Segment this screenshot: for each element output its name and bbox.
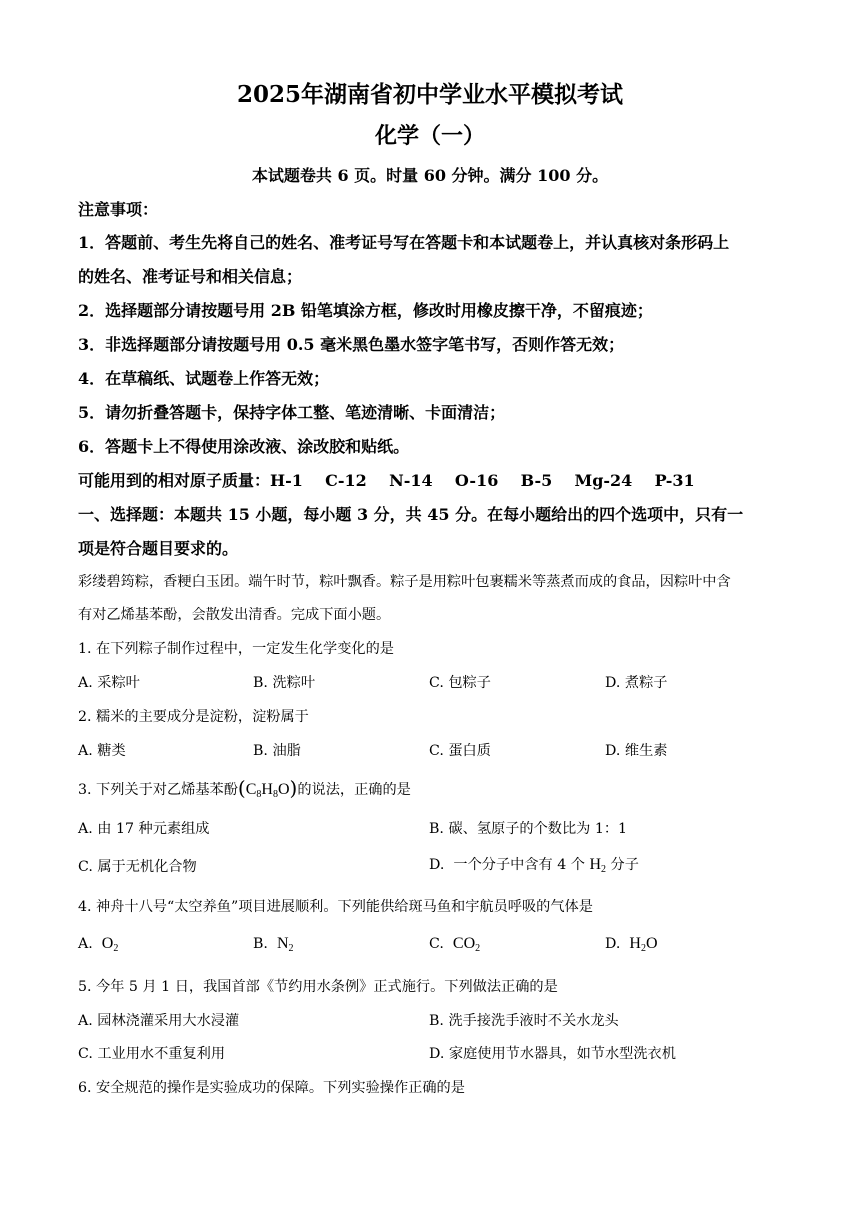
notice-item-5: 5．请勿折叠答题卡，保持字体工整、笔迹清晰、卡面清洁； <box>78 403 506 422</box>
notice-item-2: 2．选择题部分请按题号用 2B 铅笔填涂方框，修改时用橡皮擦干净，不留痕迹； <box>78 301 653 320</box>
formula-h2: H <box>589 856 602 873</box>
n2-formula <box>277 935 294 952</box>
formula-sub: 2 <box>640 943 646 954</box>
q5-option-a: A. 园林浇灌采用大水浸灌 <box>78 1013 240 1029</box>
q5-option-c: C. 工业用水不重复利用 <box>78 1046 226 1062</box>
question-1-stem: 1. 在下列粽子制作过程中，一定发生化学变化的是 <box>78 641 394 657</box>
section-heading: 一、选择题：本题共 15 小题，每小题 3 分，共 45 分。在每小题给出的四个选项中，只有一 <box>78 505 744 524</box>
atomic-masses: 可能用到的相对原子质量：H-1 C-12 N-14 O-16 B-5 Mg-24 P-31 <box>78 471 695 490</box>
o2-formula <box>102 935 119 952</box>
formula-sub: 2 <box>113 943 119 954</box>
formula-c: C <box>245 781 257 798</box>
notice-heading: 注意事项： <box>78 200 159 219</box>
q4-label-a: A. <box>78 936 93 952</box>
q4-option-a <box>78 935 118 954</box>
q2-option-a: A. 糖类 <box>78 743 126 759</box>
q1-option-a: A. 采粽叶 <box>78 675 140 691</box>
q3-option-d <box>429 854 639 875</box>
paren-open: ( <box>237 776 246 800</box>
q4-label-d: D. <box>605 936 621 952</box>
exam-info: 本试题卷共 6 页。时量 60 分钟。满分 100 分。 <box>251 166 609 185</box>
question-3-stem <box>78 776 411 800</box>
passage-line-2: 有对乙烯基苯酚，会散发出清香。完成下面小题。 <box>78 607 391 623</box>
h2o-formula <box>629 935 657 952</box>
q3-stem-after: 的说法，正确的是 <box>297 782 411 798</box>
q3-option-b: B. 碳、氢原子的个数比为 1：1 <box>429 821 628 837</box>
formula-base: O <box>101 935 114 952</box>
q3-option-d-formula <box>589 856 606 873</box>
q2-option-d: D. 维生素 <box>605 743 668 759</box>
formula-base: N <box>276 935 289 952</box>
q3-option-d-text: D. 一个分子中含有 4 个 <box>429 857 590 873</box>
q1-option-d: D. 煮粽子 <box>605 675 668 691</box>
formula-o: O <box>277 781 290 798</box>
formula-sub: 2 <box>288 943 294 954</box>
question-5-stem: 5. 今年 5 月 1 日，我国首部《节约用水条例》正式施行。下列做法正确的是 <box>78 979 558 995</box>
q3-option-c: C. 属于无机化合物 <box>78 859 197 875</box>
notice-item-4: 4．在草稿纸、试题卷上作答无效； <box>78 369 330 388</box>
q2-option-b: B. 油脂 <box>253 743 301 759</box>
formula-base: CO <box>452 935 476 952</box>
question-4-stem: 4. 神舟十八号“太空养鱼”项目进展顺利。下列能供给斑马鱼和宇航员呼吸的气体是 <box>78 899 593 915</box>
q3-option-a: A. 由 17 种元素组成 <box>78 821 210 837</box>
notice-item-1-cont: 的姓名、准考证号和相关信息； <box>78 267 303 286</box>
section-heading-cont: 项是符合题目要求的。 <box>78 539 239 558</box>
q1-option-c: C. 包粽子 <box>429 675 491 691</box>
q4-option-d <box>605 935 658 954</box>
co2-formula <box>453 935 480 952</box>
notice-item-3: 3．非选择题部分请按题号用 0.5 毫米黑色墨水签字笔书写，否则作答无效； <box>78 335 625 354</box>
q5-option-d: D. 家庭使用节水器具，如节水型洗衣机 <box>429 1046 676 1062</box>
q4-option-c <box>429 935 480 954</box>
formula-h2-sub: 2 <box>601 864 607 875</box>
formula-h: H <box>261 781 273 798</box>
passage-line-1: 彩缕碧筠粽，香粳白玉团。端午时节，粽叶飘香。粽子是用粽叶包裹糯米等蒸煮而成的食品，因粽叶中含 <box>78 574 731 590</box>
notice-item-1: 1．答题前、考生先将自己的姓名、准考证号写在答题卡和本试题卷上，并认真核对条形码上 <box>78 233 730 252</box>
exam-title: 2025年湖南省初中学业水平模拟考试 <box>236 81 623 108</box>
formula-tail: O <box>645 935 658 952</box>
q3-formula <box>246 781 290 798</box>
question-6-stem: 6. 安全规范的操作是实验成功的保障。下列实验操作正确的是 <box>78 1080 465 1096</box>
formula-h-sub: 8 <box>272 789 278 800</box>
subject-title: 化学（一） <box>374 123 485 149</box>
question-2-stem: 2. 糯米的主要成分是淀粉，淀粉属于 <box>78 709 309 725</box>
q4-label-b: B. <box>253 936 268 952</box>
q4-option-b <box>253 935 294 954</box>
q2-option-c: C. 蛋白质 <box>429 743 491 759</box>
formula-base: H <box>629 935 641 952</box>
q3-stem-before: 3. 下列关于对乙烯基苯酚 <box>78 782 238 798</box>
q1-option-b: B. 洗粽叶 <box>253 675 316 691</box>
q3-option-d-tail: 分子 <box>606 857 639 873</box>
q4-label-c: C. <box>429 936 444 952</box>
formula-c-sub: 8 <box>256 789 262 800</box>
paren-close: ) <box>289 776 298 800</box>
formula-sub: 2 <box>475 943 481 954</box>
notice-item-6: 6．答题卡上不得使用涂改液、涂改胶和贴纸。 <box>78 437 410 456</box>
q5-option-b: B. 洗手接洗手液时不关水龙头 <box>429 1013 619 1029</box>
